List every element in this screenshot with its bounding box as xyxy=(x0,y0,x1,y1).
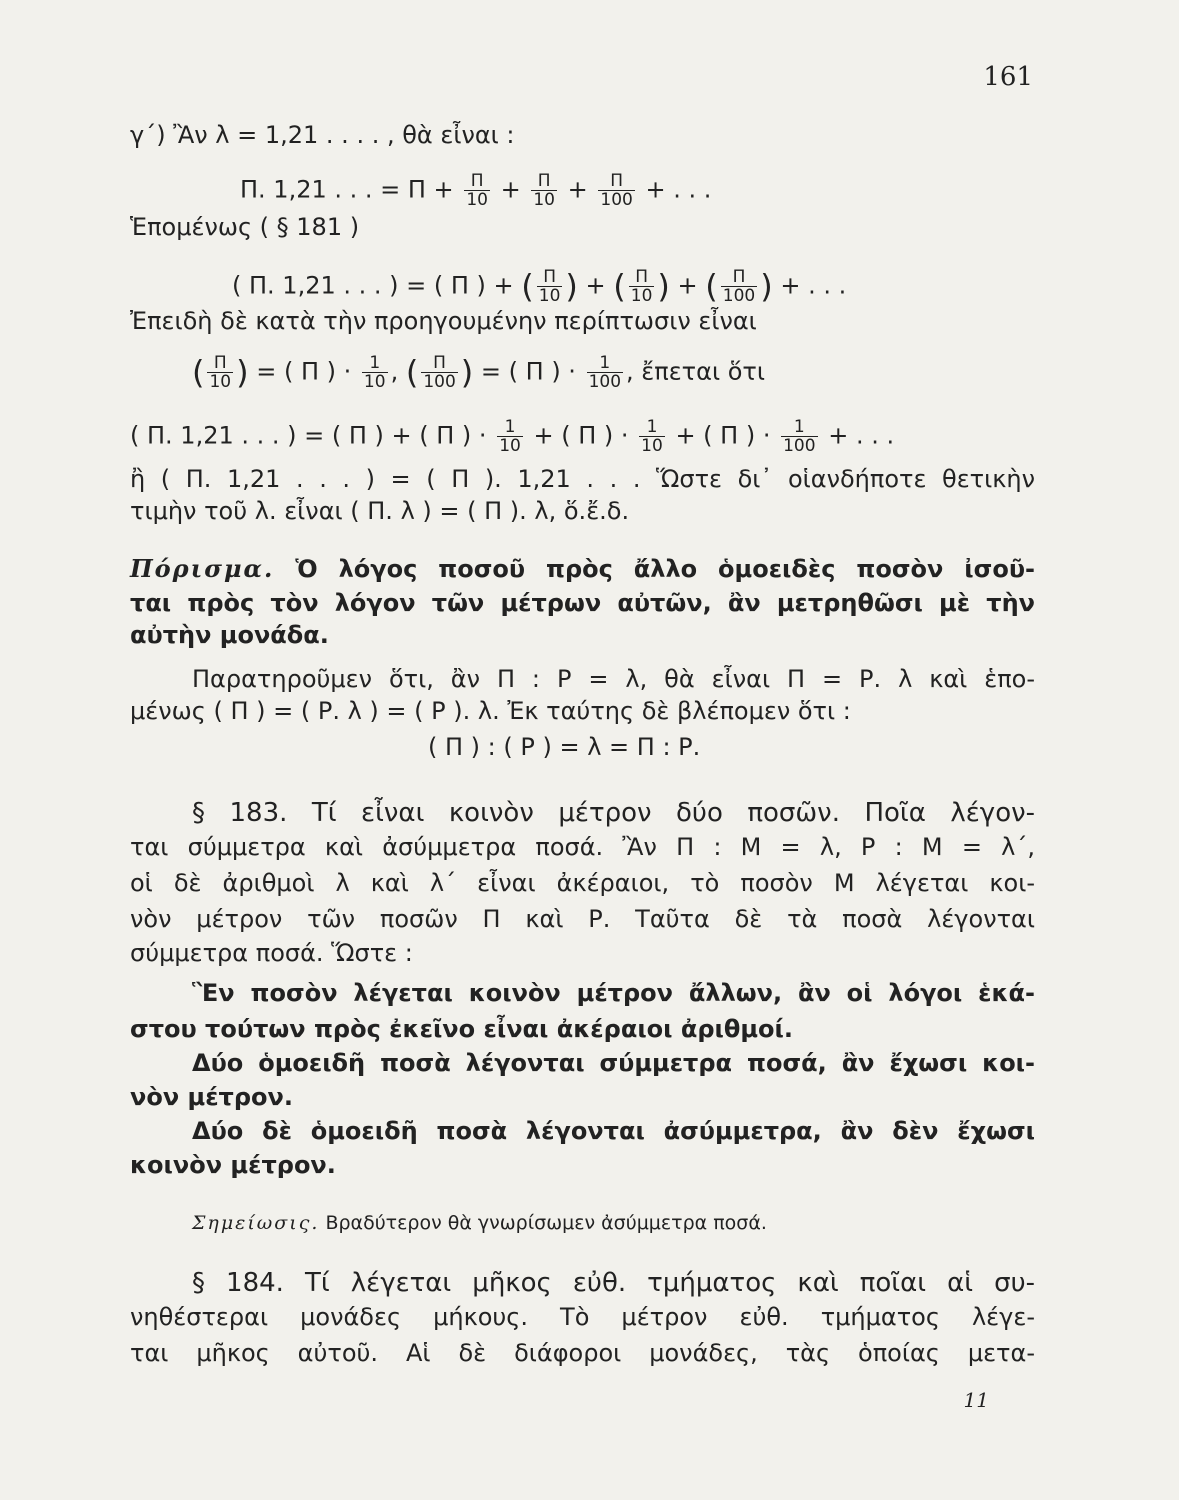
line-text: Ἑπομένως ( § 181 ) xyxy=(130,213,360,241)
line-text: § 183. Τί εἶναι κοινὸν μέτρον δύο ποσῶν. Ποῖα λέγον- xyxy=(192,798,1035,828)
eq-part: + ( Π ) · xyxy=(675,421,771,450)
definition-line xyxy=(192,1048,1035,1078)
line-text: μένως ( Π ) = ( Ρ. λ ) = ( Ρ ). λ. Ἐκ ταύτης δὲ βλέπομεν ὅτι : xyxy=(130,697,851,725)
eq-part: , xyxy=(390,357,399,386)
eq-part: , ἔπεται ὅτι xyxy=(626,357,765,386)
fraction: $\frac{\Pi}{10}$ xyxy=(533,171,555,210)
definition-line xyxy=(130,1150,1035,1180)
text-line xyxy=(130,620,1035,650)
note-line xyxy=(192,1208,1097,1238)
line-text: Ἐπειδὴ δὲ κατὰ τὴν προηγουμένην περίπτωσιν εἶναι xyxy=(130,307,757,335)
line-text: νὸν μέτρον τῶν ποσῶν Π καὶ Ρ. Ταῦτα δὲ τὰ ποσὰ λέγονται xyxy=(130,905,1035,933)
text-line xyxy=(130,588,1035,618)
fraction: $\frac{1}{10}$ xyxy=(641,417,663,456)
line-text: σύμμετρα ποσά. Ὥστε : xyxy=(130,939,413,967)
text-line xyxy=(130,868,1035,898)
text-line xyxy=(130,120,1035,150)
fraction: $\frac{\Pi}{100}$ xyxy=(600,171,633,210)
text-line xyxy=(130,832,1035,862)
definition-line xyxy=(192,1116,1035,1146)
eq-part: + xyxy=(500,175,521,204)
eq-part: = ( Π ) · xyxy=(480,357,576,386)
eq-part: + ( Π ) · xyxy=(533,421,629,450)
text-line xyxy=(130,904,1035,934)
eq-part: + xyxy=(677,271,698,300)
line-text: ται πρὸς τὸν λόγον τῶν μέτρων αὐτῶν, ἂν μετρηθῶσι μὲ τὴν xyxy=(130,589,1035,617)
line-text: νηθέστεραι μονάδες μήκους. Τὸ μέτρον εὐθ. τμήματος λέγε- xyxy=(130,1303,1035,1331)
text-line xyxy=(130,696,1035,726)
eq-part: = ( Π ) · xyxy=(256,357,352,386)
corollary-line xyxy=(130,554,1035,584)
line-text: ἢ ( Π. 1,21 . . . ) = ( Π ). 1,21 . . . Ὥστε δι᾽ οἱανδήποτε θετικὴν xyxy=(130,465,1035,493)
line-text: γ΄) Ἂν λ = 1,21 . . . . , θὰ εἶναι : xyxy=(130,121,515,149)
text-line xyxy=(130,1302,1035,1332)
line-text: ται μῆκος αὐτοῦ. Αἱ δὲ διάφοροι μονάδες, τὰς ὁποίας μετα- xyxy=(130,1339,1035,1367)
eq-part: ( Π. 1,21 . . . ) = ( Π ) + ( Π ) · xyxy=(130,421,487,450)
signature-mark: 11 xyxy=(963,1388,989,1412)
eq-part: + . . . xyxy=(780,271,847,300)
line-text: Δύο ὁμοειδῆ ποσὰ λέγονται σύμμετρα ποσά, ἂν ἔχωσι κοι- xyxy=(192,1049,1035,1077)
definition-line xyxy=(130,1014,1035,1044)
eq-part: Π. 1,21 . . . = Π + xyxy=(240,175,454,204)
line-text: § 184. Τί λέγεται μῆκος εὐθ. τμήματος καὶ ποῖαι αἱ συ- xyxy=(192,1268,1035,1298)
line-text: Βραδύτερον θὰ γνωρίσωμεν ἀσύμμετρα ποσά. xyxy=(319,1212,767,1234)
line-text: ( Π ) : ( Ρ ) = λ = Π : Ρ. xyxy=(428,733,701,761)
eq-part: ( Π. 1,21 . . . ) = ( Π ) + xyxy=(232,271,514,300)
fraction: $\frac{1}{100}$ xyxy=(783,417,816,456)
line-text: τιμὴν τοῦ λ. εἶναι ( Π. λ ) = ( Π ). λ, ὅ.ἔ.δ. xyxy=(130,497,630,525)
line-text: Παρατηροῦμεν ὅτι, ἂν Π : Ρ = λ, θὰ εἶναι Π = Ρ. λ καὶ ἑπο- xyxy=(192,665,1035,693)
equation-line: ( Π. 1,21 . . . ) = ( Π ) + ( $\frac{\Pi}{10}$ ) + ( $\frac{\Pi}{10}$ ) + ( $\frac{\Pi}{100}$ ) + . . . xyxy=(232,267,847,306)
line-text: Ἓν ποσὸν λέγεται κοινὸν μέτρον ἄλλων, ἂν οἱ λόγοι ἑκά- xyxy=(192,979,1035,1007)
text-line xyxy=(130,464,1035,494)
text-line xyxy=(192,664,1035,694)
equation-line xyxy=(130,418,1035,455)
line-text: στου τούτων πρὸς ἐκεῖνο εἶναι ἀκέραιοι ἀριθμοί. xyxy=(130,1015,793,1043)
eq-part: + . . . xyxy=(828,421,895,450)
fraction: $\frac{1}{10}$ xyxy=(363,353,386,392)
fraction: $\frac{1}{10}$ xyxy=(499,417,521,456)
text-line xyxy=(130,306,1035,336)
line-text: Ὁ λόγος ποσοῦ πρὸς ἄλλο ὁμοειδὲς ποσὸν ἰσοῦ- xyxy=(274,555,1035,583)
eq-part: + . . . xyxy=(645,175,712,204)
fraction: $\frac{\Pi}{100}$ xyxy=(722,267,756,306)
line-text: νὸν μέτρον. xyxy=(130,1083,294,1111)
text-line xyxy=(428,732,1179,762)
page-number: 161 xyxy=(983,62,1033,92)
fraction: $\frac{\Pi}{10}$ xyxy=(538,267,561,306)
fraction: $\frac{\Pi}{100}$ xyxy=(423,353,456,392)
equation-line: ( $\frac{\Pi}{10}$ ) = ( Π ) · $\frac{1}{10}$ , ( $\frac{\Pi}{100}$ ) = ( Π ) · $\frac{1}{100}$ , ἔπεται ὅτι xyxy=(192,353,765,392)
eq-part: + xyxy=(585,271,606,300)
equation-line xyxy=(240,172,1145,209)
fraction: $\frac{\Pi}{10}$ xyxy=(209,353,232,392)
line-text: Δύο δὲ ὁμοειδῆ ποσὰ λέγονται ἀσύμμετρα, ἂν δὲν ἔχωσι xyxy=(192,1117,1035,1145)
section-heading xyxy=(192,1268,1035,1298)
line-text: οἱ δὲ ἀριθμοὶ λ καὶ λ΄ εἶναι ἀκέραιοι, τὸ ποσὸν Μ λέγεται κοι- xyxy=(130,869,1035,897)
text-line xyxy=(130,496,1035,526)
fraction: $\frac{\Pi}{10}$ xyxy=(466,171,488,210)
text-line xyxy=(130,212,1035,242)
note-label: Σημείωσις. xyxy=(192,1212,320,1234)
eq-part: + xyxy=(567,175,588,204)
line-text: αὐτὴν μονάδα. xyxy=(130,621,329,649)
corollary-label: Πόρισμα. xyxy=(130,554,275,583)
line-text: ται σύμμετρα καὶ ἀσύμμετρα ποσά. Ἂν Π : Μ = λ, Ρ : Μ = λ΄, xyxy=(130,833,1035,861)
fraction: $\frac{\Pi}{10}$ xyxy=(630,267,653,306)
definition-line xyxy=(130,1082,1035,1112)
text-line xyxy=(130,1338,1035,1368)
section-heading xyxy=(192,798,1035,828)
text-line xyxy=(130,938,1035,968)
line-text: κοινὸν μέτρον. xyxy=(130,1151,336,1179)
fraction: $\frac{1}{100}$ xyxy=(588,353,622,392)
definition-line xyxy=(192,978,1035,1008)
